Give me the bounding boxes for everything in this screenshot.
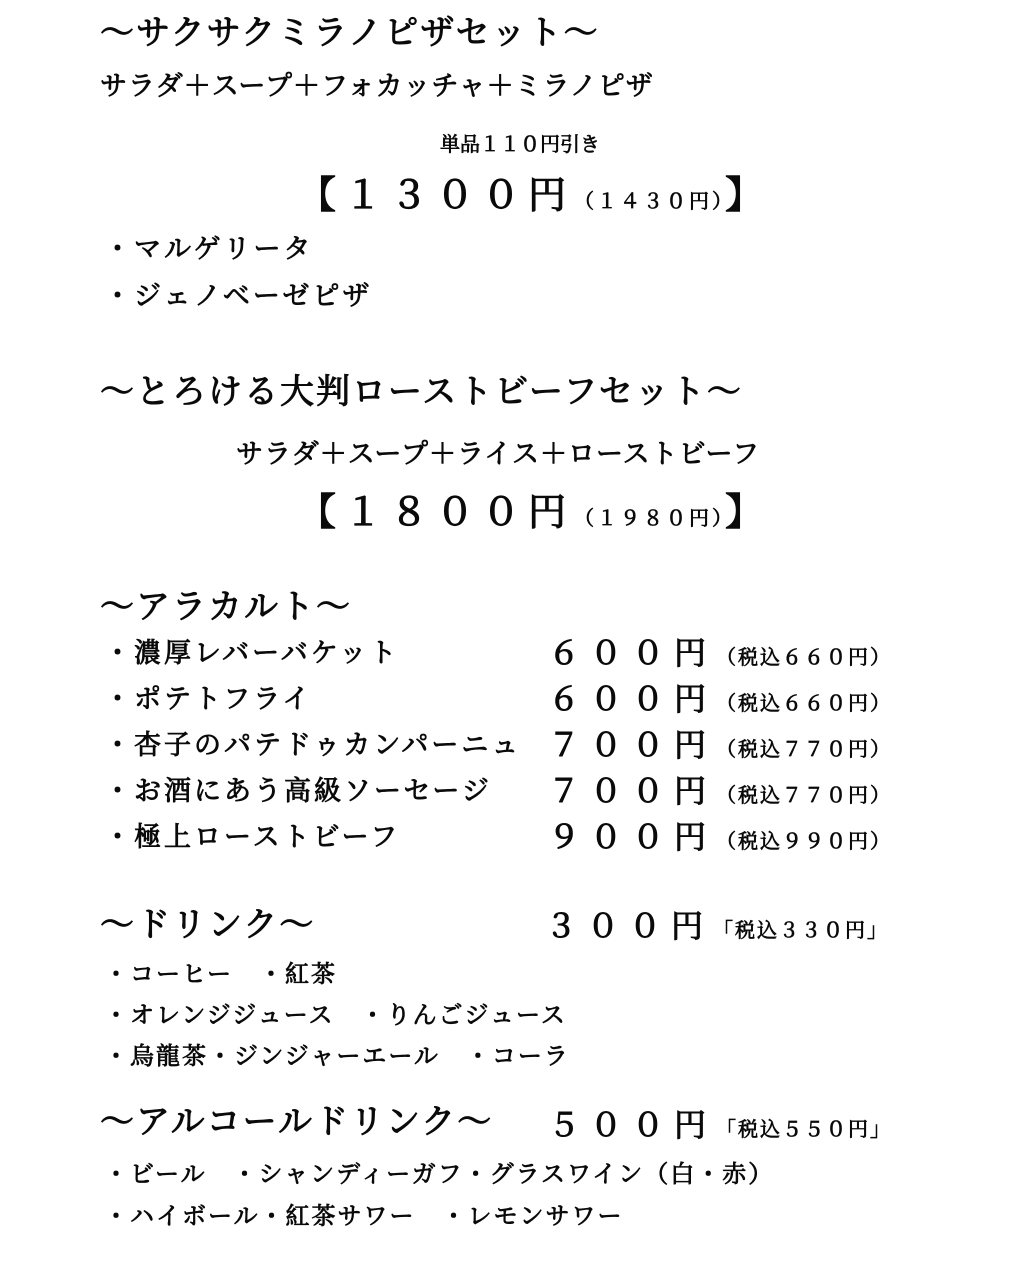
pizza-set-price-tax: （１４３０円） — [574, 189, 726, 213]
pizza-set-price-line — [298, 172, 772, 217]
pizza-set-title: 〜サクサクミラノピザセット〜 — [100, 13, 600, 53]
drink-line: ・烏龍茶・ジンジャーエール ・コーラ — [104, 1041, 570, 1070]
beef-set-price-line — [298, 489, 772, 534]
alacarte-item-name: ・お酒にあう高級ソーセージ — [104, 776, 492, 807]
alacarte-item-name: ・ポテトフライ — [104, 684, 313, 715]
alacarte-item-name: ・濃厚レバーバケット — [104, 638, 400, 669]
bracket-open: 【 — [298, 489, 345, 534]
pizza-option: ・ジェノベーゼピザ — [104, 281, 373, 312]
alacarte-item-name: ・杏子のパテドゥカンパーニュ — [104, 730, 522, 761]
alacarte-item-price: ９００円（税込９９０円） — [548, 818, 893, 856]
drinks-price: ３００円「税込３３０円」 — [545, 907, 890, 945]
pizza-option: ・マルゲリータ — [104, 234, 314, 265]
alcohol-title: 〜アルコールドリンク〜 — [100, 1102, 494, 1142]
alcohol-line: ・ビール ・シャンディーガフ・グラスワイン（白・赤） — [104, 1159, 775, 1188]
alcohol-line: ・ハイボール・紅茶サワー ・レモンサワー — [104, 1201, 624, 1230]
pizza-set-price: １３００円 — [344, 172, 575, 217]
alacarte-item-price: ７００円（税込７７０円） — [548, 726, 893, 764]
pizza-set-contents: サラダ＋スープ＋フォカッチャ＋ミラノピザ — [100, 71, 654, 102]
alacarte-item-price: ７００円（税込７７０円） — [548, 772, 893, 810]
bracket-close: 】 — [725, 489, 772, 534]
beef-set-price-tax: （１９８０円） — [574, 506, 726, 530]
beef-set-contents: サラダ＋スープ＋ライス＋ローストビーフ — [236, 439, 761, 470]
alacarte-title: 〜アラカルト〜 — [100, 587, 352, 627]
bracket-close: 】 — [725, 172, 772, 217]
pizza-set-note: 単品１１０円引き — [440, 132, 600, 156]
alcohol-price: ５００円「税込５５０円」 — [548, 1106, 893, 1144]
drink-line: ・オレンジジュース ・りんごジュース — [104, 1000, 567, 1029]
alacarte-item-price: ６００円（税込６６０円） — [548, 680, 893, 718]
beef-set-title: 〜とろける大判ローストビーフセット〜 — [100, 372, 743, 412]
alacarte-item-name: ・極上ローストビーフ — [104, 822, 401, 853]
bracket-open: 【 — [298, 172, 345, 217]
beef-set-price: １８００円 — [344, 489, 575, 534]
alacarte-item-price: ６００円（税込６６０円） — [548, 634, 893, 672]
drink-line: ・コーヒー ・紅茶 — [104, 959, 338, 988]
drinks-title: 〜ドリンク〜 — [100, 905, 316, 945]
